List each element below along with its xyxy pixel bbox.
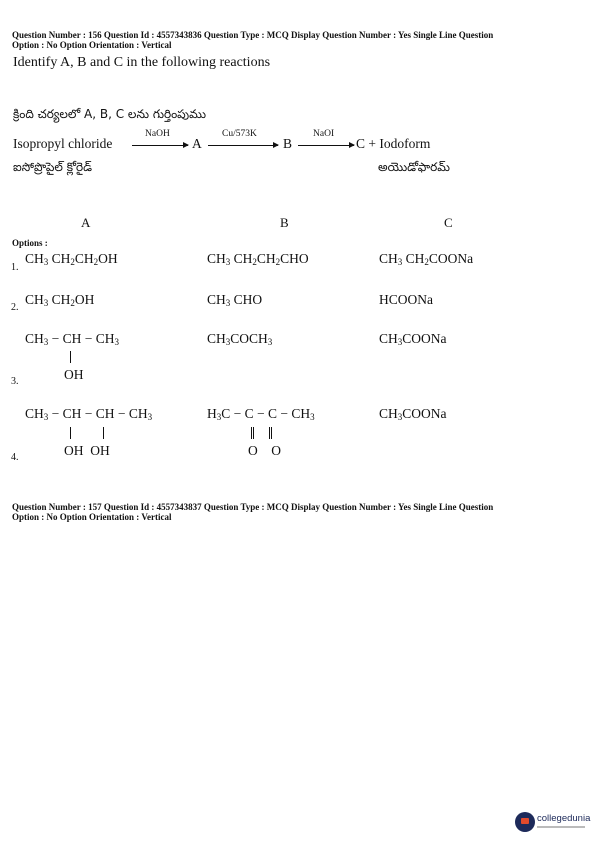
double-bond: [251, 427, 254, 439]
option-number: 2.: [11, 302, 19, 313]
option-3-a: $CH_3$ − CH − $CH_3$: [25, 331, 119, 347]
options-label: Options :: [12, 238, 48, 248]
option-2-c: HCOONa: [379, 292, 433, 307]
logo-badge-icon: [515, 812, 535, 832]
product-a: A: [192, 136, 202, 151]
option-number: 3.: [11, 376, 19, 387]
bond-line: [70, 427, 71, 439]
reaction-arrow-2: [208, 145, 278, 146]
option-4-b: $H_3C - C - C - CH_3$: [207, 406, 315, 422]
reaction-arrow-3: [298, 145, 354, 146]
bond-line: [70, 351, 71, 363]
option-1-a: $CH_3$ $CH_2CH_2OH$: [25, 251, 118, 267]
question-meta-line-1: Question Number : 156 Question Id : 4557343836 Question Type : MCQ Display Question Number : Yes Single Line Question: [12, 30, 494, 40]
option-4-c: $CH_3COONa$: [379, 406, 447, 422]
reagent-2: Cu/573K: [222, 129, 257, 139]
column-heading-c: C: [444, 215, 453, 230]
product-b: B: [283, 136, 293, 151]
option-number: 1.: [11, 262, 19, 273]
option-2-a: $CH_3$ $CH_2OH$: [25, 292, 95, 308]
option-3-c: $CH_3COONa$: [379, 331, 447, 347]
option-4-b-oxygens: O O: [248, 443, 281, 458]
iodoform-label-telugu: అయొడోఫారమ్: [378, 160, 450, 174]
option-4-a-hydroxyls: OH OH: [64, 443, 110, 458]
reactant-label-telugu: ఐసోప్రొపైల్ క్లోరైడ్: [13, 160, 92, 174]
collegedunia-logo: [515, 812, 591, 832]
reagent-1: NaOH: [145, 129, 170, 139]
question-157-meta-line-2: Option : No Option Orientation : Vertical: [12, 512, 172, 522]
option-number: 4.: [11, 452, 19, 463]
option-3-a-hydroxyl: OH: [64, 367, 84, 382]
logo-text: collegedunia: [537, 813, 591, 824]
logo-tagline-line: [537, 826, 585, 828]
question-meta-line-2: Option : No Option Orientation : Vertical: [12, 40, 172, 50]
option-1-c: $CH_3$ $CH_2COONa$: [379, 251, 474, 267]
option-4-a: $CH_3$ − CH − CH − $CH_3$: [25, 406, 153, 422]
question-stem-telugu: క్రింది చర్యలలో A, B, C లను గుర్తింపుము: [13, 107, 207, 121]
column-heading-a: A: [81, 215, 91, 230]
option-2-b: $CH_3$ CHO: [207, 292, 263, 308]
question-stem-english: Identify A, B and C in the following reactions: [13, 55, 271, 70]
question-157-meta-line-1: Question Number : 157 Question Id : 4557343837 Question Type : MCQ Display Question Number : Yes Single Line Question: [12, 502, 494, 512]
bond-line: [103, 427, 104, 439]
reaction-arrow-1: [132, 145, 188, 146]
option-1-b: $CH_3$ $CH_2CH_2CHO$: [207, 251, 309, 267]
option-3-b: $CH_3COCH_3$: [207, 331, 273, 347]
reactant-label: Isopropyl chloride: [13, 136, 113, 151]
column-heading-b: B: [280, 215, 289, 230]
product-c-iodoform: C + Iodoform: [356, 136, 431, 151]
reagent-3: NaOI: [313, 129, 335, 139]
double-bond: [269, 427, 272, 439]
